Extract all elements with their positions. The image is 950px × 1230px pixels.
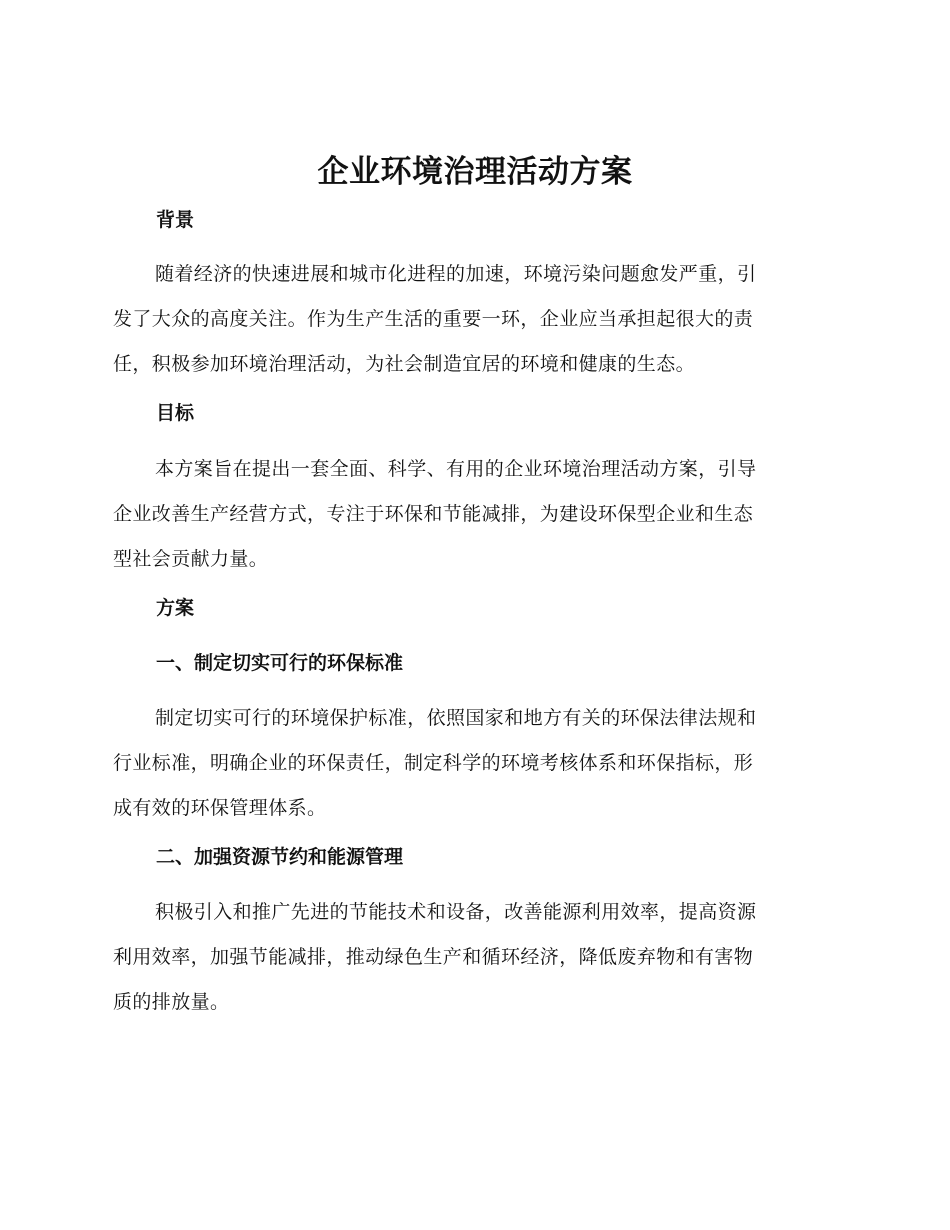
paragraph-line: 随着经济的快速进展和城市化进程的加速，环境污染问题愈发严重，引 [155,263,757,285]
paragraph-line: 企业改善生产经营方式，专注于环保和节能减排，为建设环保型企业和生态 [113,503,754,525]
paragraph-line: 行业标准，明确企业的环保责任，制定科学的环境考核体系和环保指标，形 [113,752,754,774]
paragraph-goal [113,447,831,582]
paragraph-line: 积极引入和推广先进的节能技术和设备，改善能源利用效率，提高资源 [155,901,757,923]
paragraph-line: 成有效的环保管理体系。 [113,797,327,819]
section-heading-plan: 方案 [156,597,195,619]
subsection-heading-resources: 二、加强资源节约和能源管理 [156,846,404,868]
paragraph-line: 质的排放量。 [113,991,230,1013]
paragraph-standards [113,696,831,831]
paragraph-line: 发了大众的高度关注。作为生产生活的重要一环，企业应当承担起很大的责 [113,308,754,330]
paragraph-resources [113,890,831,1025]
section-heading-background: 背景 [156,209,195,231]
subsection-heading-standards: 一、制定切实可行的环保标准 [156,652,404,674]
paragraph-background [113,252,831,387]
paragraph-line: 任，积极参加环境治理活动，为社会制造宜居的环境和健康的生态。 [113,353,696,375]
paragraph-line: 型社会贡献力量。 [113,548,269,570]
paragraph-line: 本方案旨在提出一套全面、科学、有用的企业环境治理活动方案，引导 [155,458,757,480]
section-heading-goal: 目标 [156,402,195,424]
paragraph-line: 制定切实可行的环境保护标准，依照国家和地方有关的环保法律法规和 [155,707,757,729]
document-title: 企业环境治理活动方案 [317,154,633,190]
paragraph-line: 利用效率，加强节能减排，推动绿色生产和循环经济，降低废弃物和有害物 [113,946,754,968]
